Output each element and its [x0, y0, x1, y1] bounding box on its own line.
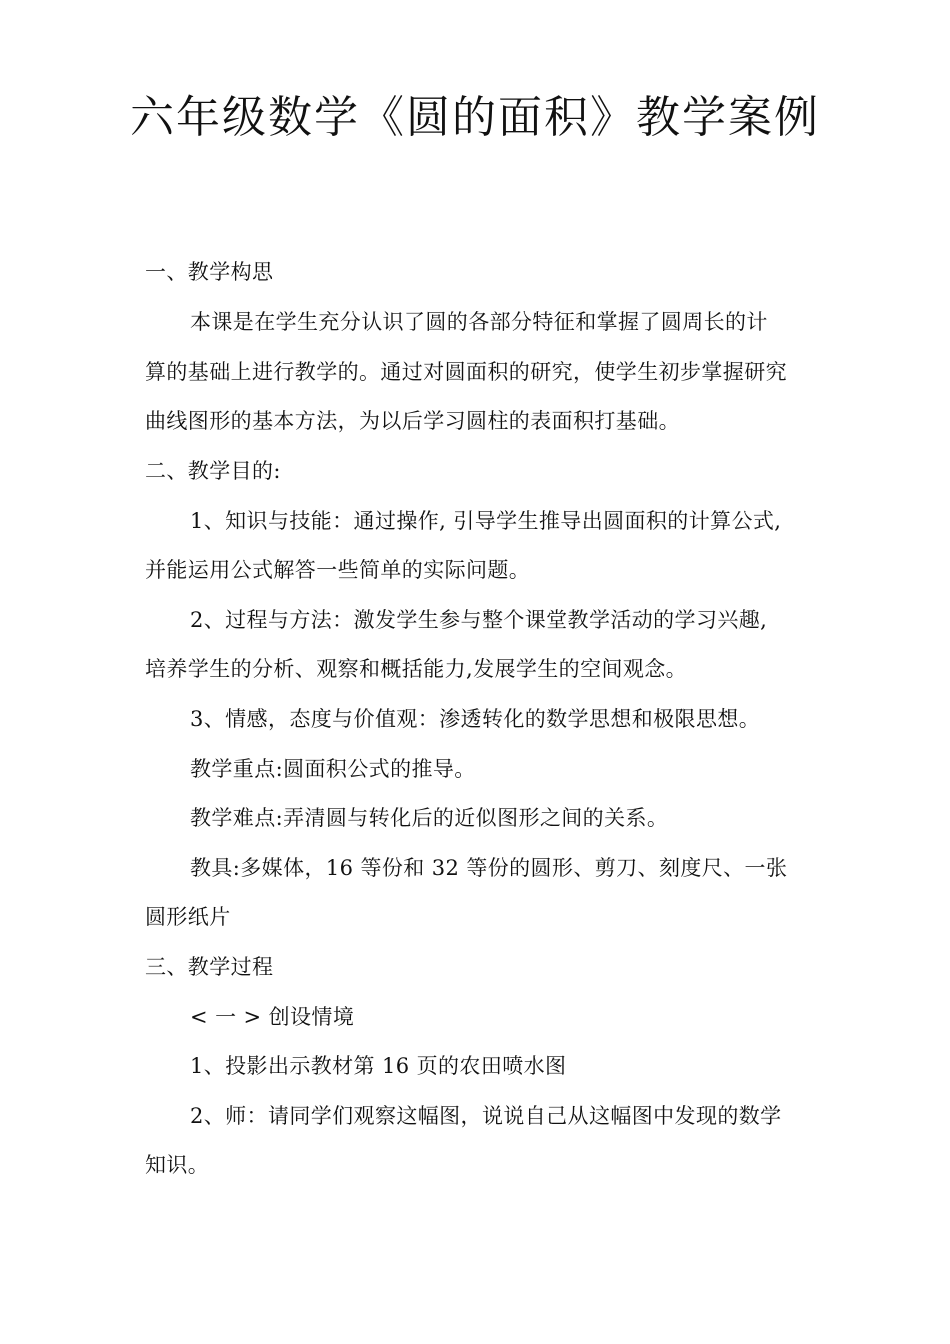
subsection-heading: < 一 > 创设情境 [190, 1005, 355, 1029]
paragraph-line: 并能运用公式解答一些简单的实际问题。 [145, 558, 531, 582]
paragraph-line: 教学难点:弄清圆与转化后的近似图形之间的关系。 [190, 806, 669, 830]
paragraph-line: 曲线图形的基本方法，为以后学习圆柱的表面积打基础。 [145, 409, 680, 433]
document-title: 六年级数学《圆的面积》教学案例 [130, 92, 820, 143]
paragraph-line: 本课是在学生充分认识了圆的各部分特征和掌握了圆周长的计 [190, 310, 768, 334]
section-heading-2: 二、教学目的: [145, 459, 281, 483]
paragraph-line: 圆形纸片 [145, 905, 231, 929]
paragraph-line: 1、知识与技能：通过操作, 引导学生推导出圆面积的计算公式, [190, 509, 782, 533]
paragraph-line: 2、过程与方法：激发学生参与整个课堂教学活动的学习兴趣, [190, 608, 768, 632]
paragraph-line: 知识。 [145, 1153, 210, 1177]
section-heading-3: 三、教学过程 [145, 955, 274, 979]
section-heading-1: 一、教学构思 [145, 260, 274, 284]
paragraph-line: 1、投影出示教材第 16 页的农田喷水图 [190, 1054, 567, 1078]
paragraph-line: 教学重点:圆面积公式的推导。 [190, 757, 476, 781]
paragraph-line: 教具:多媒体，16 等份和 32 等份的圆形、剪刀、刻度尺、一张 [190, 856, 788, 880]
paragraph-line: 算的基础上进行教学的。通过对圆面积的研究，使学生初步掌握研究 [145, 360, 787, 384]
paragraph-line: 培养学生的分析、观察和概括能力,发展学生的空间观念。 [145, 657, 688, 681]
paragraph-line: 3、情感，态度与价值观：渗透转化的数学思想和极限思想。 [190, 707, 761, 731]
paragraph-line: 2、师：请同学们观察这幅图，说说自己从这幅图中发现的数学 [190, 1104, 782, 1128]
